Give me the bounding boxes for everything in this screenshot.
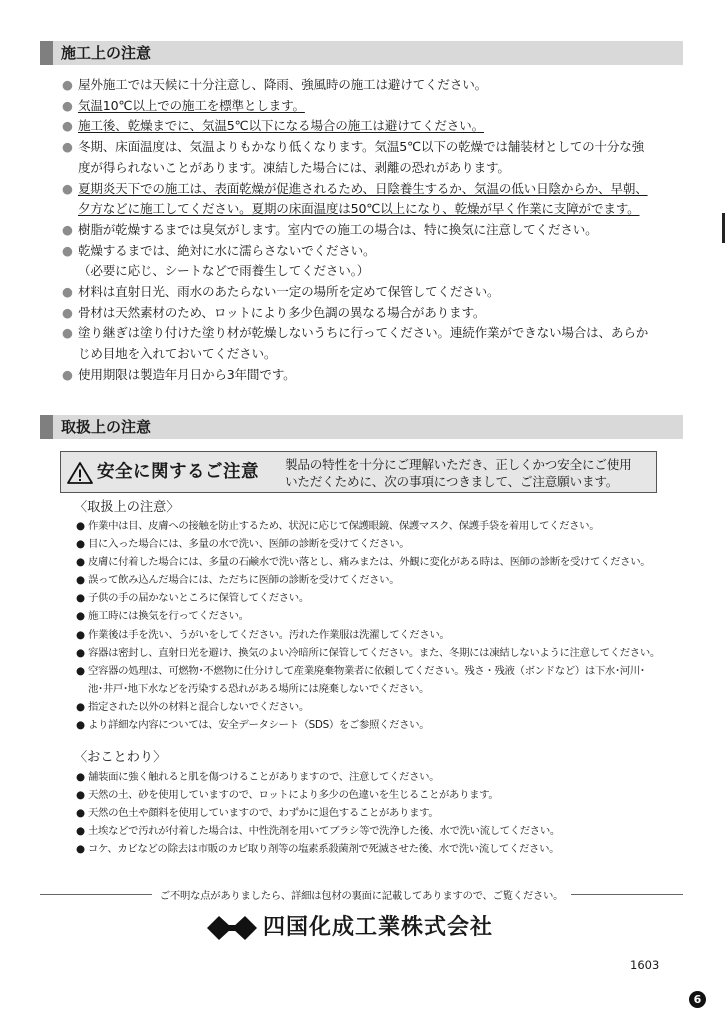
list-item xyxy=(76,553,676,571)
list-item-text: 作業中は目、皮膚への接触を防止するため、状況に応じて保護眼鏡、保護マスク、保護手袋を着用してください。 xyxy=(88,520,600,532)
list-item-text: じめ目地を入れておいてください。 xyxy=(78,346,277,362)
list-item-continuation xyxy=(62,158,672,179)
list-item-text: 夕方などに施工してください。夏期の床面温度は50℃以上になり、乾燥が早く作業に支障がでます。 xyxy=(78,201,640,217)
bullet-icon: ● xyxy=(76,610,85,623)
list-item-text: 度が得られないことがあります。凍結した場合には、剥離の恐れがあります。 xyxy=(78,159,510,175)
list-item-text: 空容器の処理は、可燃物･不燃物に仕分けして産業廃棄物業者に依頼してください。残さ・残液（ボンドなど）は下水･河川･ xyxy=(88,664,645,677)
list-item-text: コケ、カビなどの除去は市販のカビ取り剤等の塩素系殺菌剤で死滅させた後、水で洗い流してください。 xyxy=(88,843,560,856)
handling-notes-list xyxy=(76,517,676,734)
bullet-icon: ● xyxy=(62,97,73,113)
list-item xyxy=(62,282,672,303)
list-item-text: 施工後、乾燥までに、気温5℃以下になる場合の施工は避けてください。 xyxy=(78,118,484,134)
list-item-text: 乾燥するまでは、絶対に水に濡らさないでください。 xyxy=(78,242,376,258)
list-item-text: 気温10℃以上での施工を標準とします。 xyxy=(78,97,305,113)
safety-description-line: いただくために、次の事項につきまして、ご注意願います。 xyxy=(285,474,619,489)
list-item-text: 皮膚に付着した場合には、多量の石鹸水で洗い落とし、痛みまたは、外観に変化がある時は、医師の診断を受けてください。 xyxy=(88,556,651,569)
bullet-icon: ● xyxy=(76,538,85,551)
bullet-icon: ● xyxy=(62,284,73,300)
section-title: 施工上の注意 xyxy=(61,44,152,62)
bullet-icon: ● xyxy=(62,77,73,92)
warning-triangle-icon xyxy=(67,461,93,485)
bullet-icon: ● xyxy=(76,843,85,856)
list-item-continuation xyxy=(62,199,672,220)
list-item-text: （必要に応じ、シートなどで雨養生してください。） xyxy=(78,263,370,279)
safety-description xyxy=(285,456,653,490)
list-item xyxy=(76,571,676,589)
list-item xyxy=(62,220,672,241)
list-item-text: より詳細な内容については、安全データシート（SDS）をご参照ください。 xyxy=(88,719,430,732)
bullet-icon: ● xyxy=(62,242,73,258)
list-item-continuation xyxy=(62,261,672,282)
list-item-text: 使用期限は製造年月日から3年間です。 xyxy=(78,366,296,382)
bullet-icon: ● xyxy=(76,574,85,587)
bullet-icon: ● xyxy=(76,520,85,532)
list-item-text: 舗装面に強く触れると肌を傷つけることがありますので、注意してください。 xyxy=(88,771,440,783)
bullet-icon: ● xyxy=(76,664,85,677)
list-item xyxy=(62,365,672,386)
footer-note-text: ご不明な点がありましたら、詳細は包材の裏面に記載してありますので、ご覧ください。 xyxy=(159,889,564,902)
bullet-icon: ● xyxy=(62,118,73,134)
list-item xyxy=(76,535,676,553)
bullet-icon: ● xyxy=(76,719,85,732)
bullet-icon: ● xyxy=(76,592,85,605)
bullet-icon: ● xyxy=(76,628,85,641)
list-item-text: 池･井戸･地下水などを汚染する恐れがある場所には廃棄しないでください。 xyxy=(88,682,430,695)
bullet-icon: ● xyxy=(62,221,73,237)
list-item-text: 材料は直射日光、雨水のあたらない一定の場所を定めて保管してください。 xyxy=(78,284,500,300)
bullet-icon: ● xyxy=(62,325,73,341)
section-title: 取扱上の注意 xyxy=(61,418,152,436)
disclaimer-notes-list xyxy=(76,768,676,858)
construction-notes-list xyxy=(62,75,672,386)
bullet-icon: ● xyxy=(62,139,73,155)
list-item xyxy=(62,303,672,324)
list-item-text: 冬期、床面温度は、気温よりもかなり低くなります。気温5℃以下の乾燥では舗装材としての十分な強 xyxy=(78,139,645,155)
bullet-icon: ● xyxy=(62,366,73,382)
bullet-icon: ● xyxy=(76,700,85,713)
list-item xyxy=(76,589,676,607)
list-item-text: 目に入った場合には、多量の水で洗い、医師の診断を受けてください。 xyxy=(88,538,410,551)
list-item-text: 骨材は天然素材のため、ロットにより多少色調の異なる場合があります。 xyxy=(78,304,486,320)
safety-title: 安全に関するご注意 xyxy=(97,462,259,482)
list-item xyxy=(76,822,676,840)
list-item-text: 屋外施工では天候に十分注意し、降雨、強風時の施工は避けてください。 xyxy=(78,77,487,92)
bullet-icon: ● xyxy=(62,180,73,196)
section-header-construction xyxy=(40,41,683,65)
list-item-text: 天然の土、砂を使用していますので、ロットにより多少の色違いを生じることがあります。 xyxy=(88,789,499,802)
company-name: 四国化成工業株式会社 xyxy=(263,915,494,940)
subheading-handling: 〈取扱上の注意〉 xyxy=(74,500,180,515)
list-item xyxy=(62,75,672,96)
bullet-icon: ● xyxy=(76,771,85,783)
company-logo xyxy=(207,913,493,943)
subheading-disclaimer: 〈おことわり〉 xyxy=(74,750,167,765)
section-header-handling xyxy=(40,415,683,439)
bullet-icon: ● xyxy=(76,789,85,802)
bullet-icon: ● xyxy=(62,304,73,320)
list-item-text: 施工時には換気を行ってください。 xyxy=(88,610,249,623)
list-item-continuation xyxy=(76,680,676,698)
list-item xyxy=(62,137,672,158)
list-item-text: 作業後は手を洗い、うがいをしてください。汚れた作業服は洗濯してください。 xyxy=(88,628,450,641)
list-item xyxy=(76,626,676,644)
list-item xyxy=(62,96,672,117)
bullet-icon: ● xyxy=(76,556,85,569)
divider-line xyxy=(40,894,152,895)
list-item-text: 指定された以外の材料と混合しないでください。 xyxy=(88,700,309,713)
list-item xyxy=(76,662,676,680)
list-item-text: 容器は密封し、直射日光を避け、換気のよい冷暗所に保管してください。また、冬期には凍結しないように注意してください。 xyxy=(88,646,660,659)
list-item xyxy=(76,768,676,786)
list-item-text: 樹脂が乾燥するまでは臭気がします。室内での施工の場合は、特に換気に注意してください。 xyxy=(78,221,598,237)
list-item-continuation xyxy=(62,344,672,365)
bullet-icon: ● xyxy=(76,646,85,659)
list-item xyxy=(76,804,676,822)
list-item-text: 夏期炎天下での施工は、表面乾燥が促進されるため、日陰養生するか、気温の低い日陰からか、早朝、 xyxy=(78,180,648,196)
list-item xyxy=(76,840,676,858)
list-item-text: 土埃などで汚れが付着した場合は、中性洗剤を用いてブラシ等で洗浄した後、水で洗い流してください。 xyxy=(88,825,560,838)
list-item-text: 子供の手の届かないところに保管してください。 xyxy=(88,592,309,605)
list-item xyxy=(62,241,672,262)
list-item-text: 天然の色土や顔料を使用していますので、わずかに退色することがあります。 xyxy=(88,807,439,820)
list-item xyxy=(76,644,676,662)
divider-line xyxy=(571,894,683,895)
list-item-text: 塗り継ぎは塗り付けた塗り材が乾燥しないうちに行ってください。連続作業ができない場合は、あらか xyxy=(78,325,649,341)
bullet-icon: ● xyxy=(76,825,85,838)
list-item xyxy=(76,607,676,625)
list-item-text: 誤って飲み込んだ場合には、ただちに医師の診断を受けてください。 xyxy=(88,574,400,587)
list-item xyxy=(76,698,676,716)
diamond-logo-icon xyxy=(207,915,257,941)
safety-description-line: 製品の特性を十分にご理解いただき、正しくかつ安全にご使用 xyxy=(285,457,632,472)
bullet-icon: ● xyxy=(76,807,85,820)
list-item xyxy=(62,116,672,137)
list-item xyxy=(76,517,676,535)
list-item xyxy=(62,323,672,344)
safety-notice-box xyxy=(60,451,657,493)
footer-note xyxy=(40,886,683,902)
document-code: 1603 xyxy=(630,958,660,972)
list-item xyxy=(62,179,672,200)
list-item xyxy=(76,716,676,734)
list-item xyxy=(76,786,676,804)
page-number: 6 xyxy=(689,991,706,1008)
